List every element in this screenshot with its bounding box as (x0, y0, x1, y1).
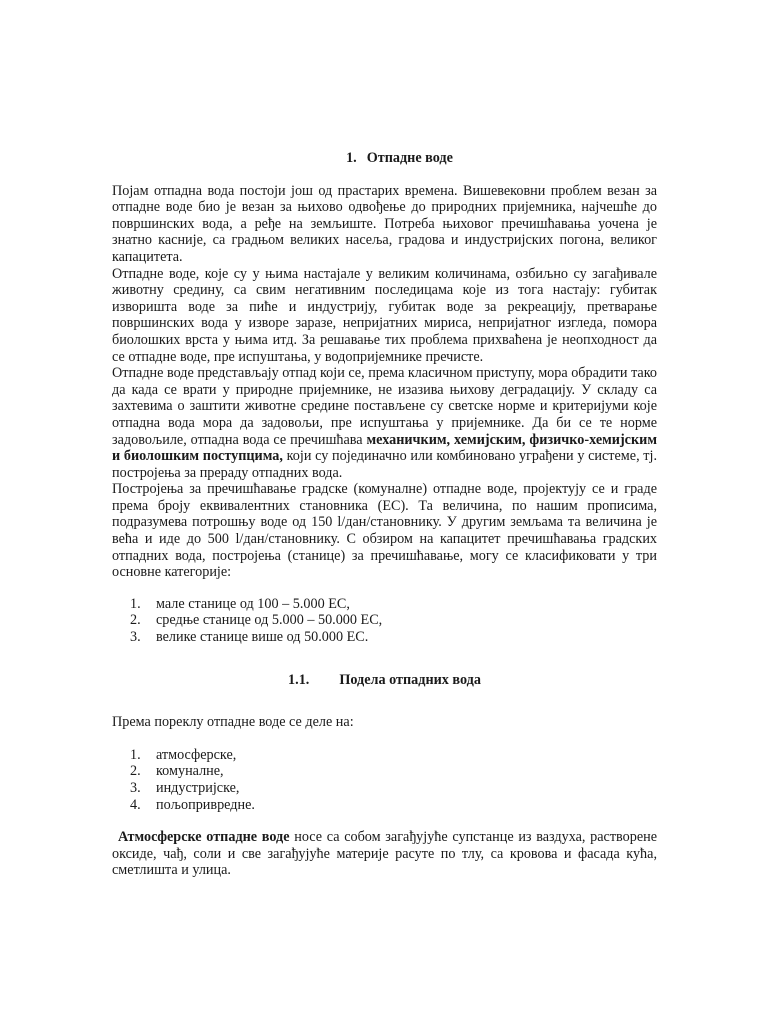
list-item (112, 797, 657, 814)
list-marker: 3. (130, 780, 141, 796)
list-item-text: индустријске, (156, 780, 240, 796)
list-marker: 2. (130, 612, 141, 629)
paragraph-pollution: Отпадне воде, које су у њима настајале у великим количинама, озбиљно су загађивале животну средину, са свим негативним последицама које из тога настају: губитак изворишта воде за пиће и индустрију, губитак воде за рекреацију, претварање површинских вода у изворе зарaзе, непријатних мириса, непријатног изгледа, помора биолошких врста у њима итд. За решавање тих проблема прихваћена је неопходност да се отпадне воде, пре испуштања, у водопријемнике пречисте. (112, 265, 657, 365)
section-number: 1. (346, 150, 357, 166)
paragraph-atmospheric-term: Атмосферске отпадне воде (118, 829, 290, 846)
list-marker: 3. (130, 629, 141, 646)
list-item (112, 596, 657, 613)
subsection-title: Подела отпадних вода (339, 671, 481, 688)
list-item (112, 612, 657, 629)
list-item (112, 763, 657, 780)
paragraph-treatment (112, 365, 657, 481)
list-item (112, 747, 657, 764)
list-item-text: мале станице од 100 – 5.000 ЕС, (156, 595, 350, 612)
paragraph-plants: Постројења за пречишћавање градске (комуналне) отпадне воде, пројектују се и граде према броју еквивалентних становника (ЕС). Та величина, по нашим прописима, подразумева потрошњу воде од 150 l/дан/становнику. У другим земљама та величина је већа и иде до 500 l/дан/становнику. С обзиром на капацитет пречишћавања градских отпадних вода, постројења (станице) за пречишћавање, могу се класификовати у три основне категорије: (112, 481, 657, 581)
list-item (112, 780, 657, 797)
paragraph-treatment-methods: механичким, хемијским, физичко-хемијским и биолошким поступцима, (112, 431, 657, 465)
paragraph-atmospheric-text: носе са собом загађујуће супстанце из ваздуха, растворене оксиде, чађ, соли и све загађујуће материје расуте по тлу, са кровова и фасада кућа, сметлишта и улица. (112, 829, 658, 879)
section-title: Отпадне воде (366, 150, 453, 166)
list-marker: 2. (130, 763, 141, 780)
paragraph-treatment-end: који су појединачно или комбиновано уграђени у системе, тј. постројења за прераду отпадних вода. (112, 448, 657, 481)
paragraph-history: Појам отпадна вода постоји још од прастарих времена. Вишевековни проблем везан за отпадне воде био је везан за њихово одвођење до природних пријемника, најчешће до површинских вода, а ређе на земљиште. Потреба њиховог пречишћавања уочена је знатно касније, са градњом великих насеља, градова и индустријских погона, великог капацитета. (112, 182, 657, 265)
section-heading (142, 150, 657, 167)
list-item-text: велике станице више од 50.000 ЕС. (156, 629, 369, 646)
list-marker: 4. (130, 796, 141, 813)
list-marker: 1. (130, 746, 141, 763)
list-item-text: атмосферске, (156, 746, 237, 763)
paragraph-treatment-start: Отпадне воде представљају отпад који се, према класичном приступу, мора обрадити тако да када се врати у природне пријемнике, не изазива њихову деградацију. У складу са захтевима о заштити животне средине постављене су светске норме и критеријуми које отпадна вода мора да задовољи, пре испуштања у пријемнике. Да би се те норме задовољиле, отпадна вода се пречишћава (112, 365, 657, 448)
paragraph-origin-intro: Према пореклу отпадне воде се деле на: (112, 714, 354, 731)
document-page (112, 150, 657, 879)
subsection-number: 1.1. (288, 671, 310, 688)
list-marker: 1. (130, 595, 141, 612)
list-item-text: комуналне, (156, 763, 224, 780)
category-list (112, 596, 657, 646)
paragraph-atmospheric (112, 829, 657, 879)
list-item-text: средње станице од 5.000 – 50.000 ЕС, (156, 612, 383, 629)
list-item-text: пољопривредне. (156, 796, 255, 813)
list-item (112, 629, 657, 646)
subsection-heading (112, 672, 657, 689)
type-list (112, 747, 657, 813)
